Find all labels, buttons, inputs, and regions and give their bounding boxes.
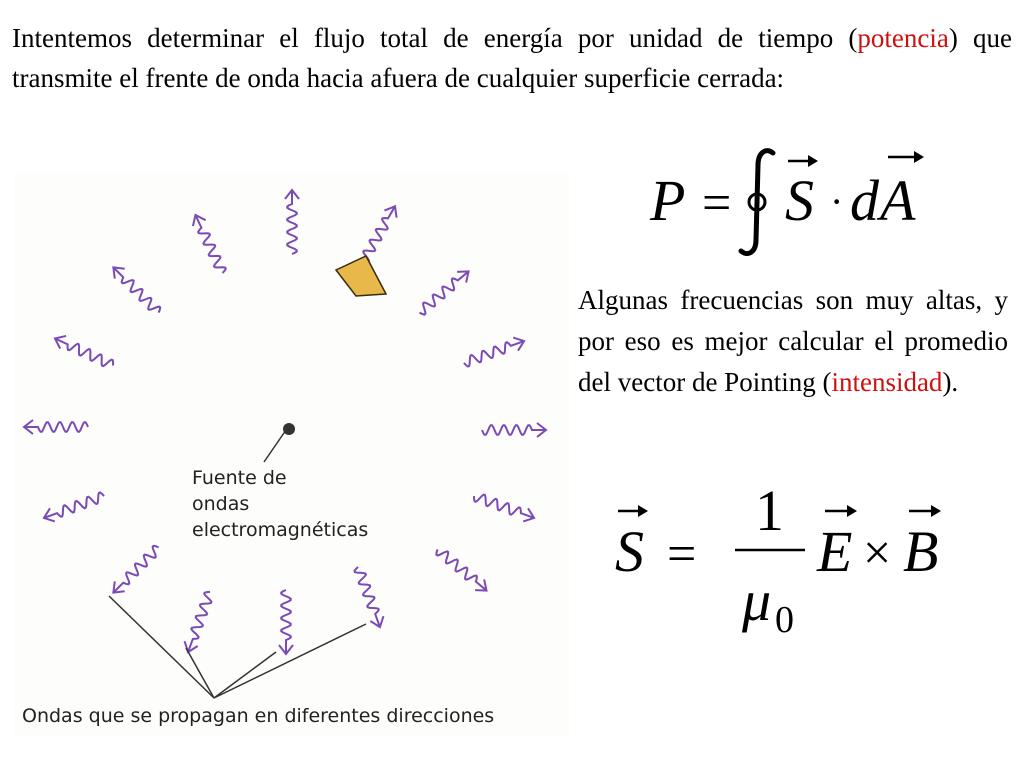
- side-paragraph: [578, 280, 1008, 403]
- side-text-1: Algunas frecuencias son muy altas, y por eso es mejor calcular el promedio del vector de Pointing (: [578, 285, 1008, 397]
- fraction-numerator: 1: [755, 478, 784, 543]
- poynting-vector-s: S: [615, 519, 644, 584]
- equals-sign: =: [702, 175, 732, 232]
- power-equation: [640, 145, 940, 265]
- source-label-line-3: electromagnéticas: [192, 519, 369, 541]
- power-symbol: P: [650, 168, 686, 233]
- vector-s: S: [785, 168, 814, 233]
- dot-operator: ·: [830, 179, 844, 224]
- intro-text-1: Intentemos determinar el flujo total de energía por unidad de tiempo (: [12, 23, 858, 53]
- intro-highlight-potencia: potencia: [857, 23, 949, 53]
- poynting-equation: [605, 475, 975, 645]
- intro-text-2: ) que transmite el frente de onda hacia afuera de cualquier superficie cerrada:: [12, 23, 1012, 93]
- diagram-background: [14, 172, 569, 737]
- poynting-s-arrow-icon: [618, 505, 648, 517]
- cross-operator: ×: [863, 524, 892, 580]
- source-label-line-1: Fuente de: [192, 467, 287, 489]
- vector-a-arrow-icon: [888, 151, 924, 163]
- intro-paragraph: [12, 18, 1012, 98]
- closed-integral-icon: [741, 151, 773, 254]
- vector-b-arrow-icon: [909, 505, 941, 517]
- vector-e: E: [817, 519, 853, 584]
- differential-d: d: [850, 168, 879, 233]
- mu-symbol: μ: [742, 568, 772, 633]
- vector-s-arrow-icon: [788, 155, 818, 167]
- side-highlight-intensidad: intensidad: [831, 367, 943, 397]
- source-label-line-2: ondas: [192, 493, 250, 515]
- wave-source-dot: [283, 423, 295, 435]
- poynting-equals-sign: =: [667, 526, 697, 583]
- side-text-2: ).: [942, 367, 959, 397]
- vector-e-arrow-icon: [825, 505, 857, 517]
- em-wave-diagram: [14, 172, 569, 737]
- diagram-caption: Ondas que se propagan en diferentes direcciones: [22, 705, 495, 727]
- vector-a: A: [880, 168, 916, 233]
- mu-subscript: 0: [775, 599, 794, 641]
- vector-b: B: [903, 519, 939, 584]
